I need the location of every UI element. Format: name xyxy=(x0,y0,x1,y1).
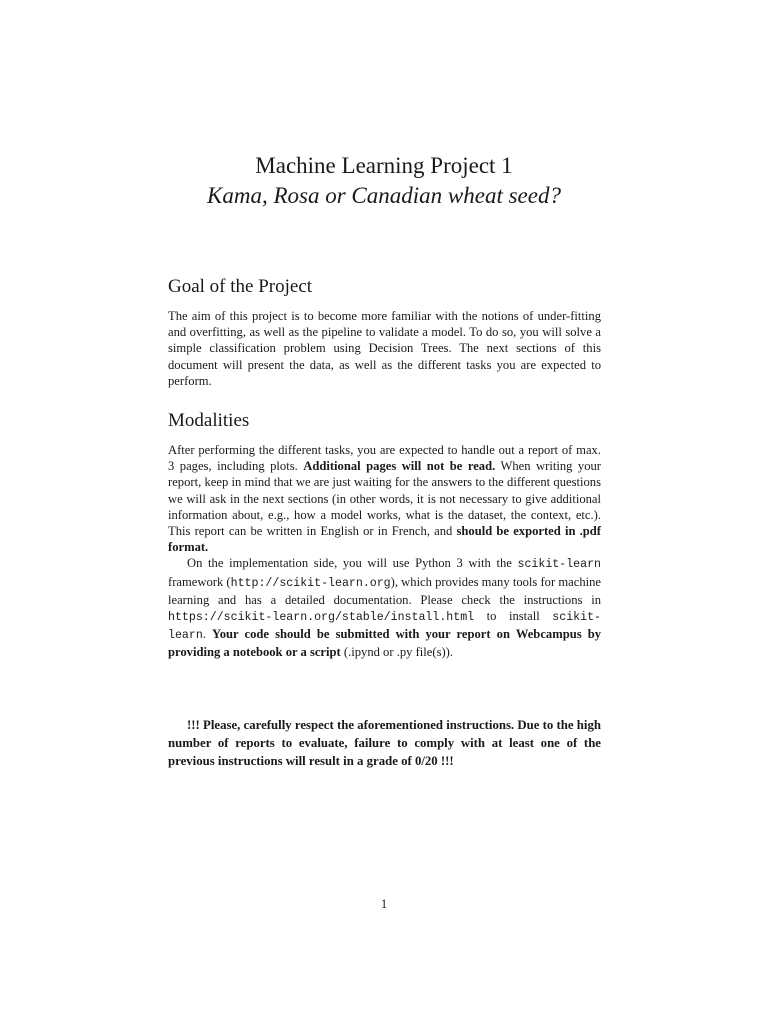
submission-instruction: Your code should be submitted with your report on Webcampus by providing a notebook or a script xyxy=(168,627,601,660)
page-number: 1 xyxy=(380,897,388,911)
modalities-text: ), which provides many tools for machine learning and has a detailed documentation. Please check the instructions in xyxy=(168,574,601,607)
modalities-text: . xyxy=(202,627,213,642)
modalities-paragraph-1 xyxy=(168,442,601,555)
modalities-text: framework ( xyxy=(168,574,231,589)
section-spacer xyxy=(168,389,601,409)
code-text: scikit-learn xyxy=(517,558,601,572)
goal-heading: Goal of the Project xyxy=(168,276,313,297)
document-subtitle: Kama, Rosa or Canadian wheat seed? xyxy=(207,183,561,208)
url-text: http://scikit-learn.org xyxy=(230,576,391,590)
modalities-text: On the implementation side, you will use Python 3 with the xyxy=(187,556,518,571)
modalities-bold-text: Additional pages will not be read. xyxy=(303,459,496,474)
modalities-text: After performing the different tasks, you are expected to handle out a report of max. 3 pages, including plots. xyxy=(168,443,601,474)
warning-notice: !!! Please, carefully respect the aforementioned instructions. Due to the high number of reports to evaluate, failure to comply with at least one of the previous instructions will result in a grade of 0/20 !!! xyxy=(168,718,601,768)
title-block xyxy=(0,152,768,210)
modalities-bold-text: should be exported in .pdf format. xyxy=(168,524,601,555)
modalities-text: to install xyxy=(474,609,553,624)
document-body xyxy=(168,275,601,661)
url-text: https://scikit-learn.org/stable/install.html xyxy=(168,611,475,625)
modalities-paragraph-2 xyxy=(168,555,601,660)
code-text: scikit-learn xyxy=(168,611,601,643)
modalities-text: (.ipynd or .py file(s)). xyxy=(340,645,454,660)
modalities-text: When writing your report, keep in mind that we are just waiting for the answers to the different questions we will ask in the next sections (in other words, it is not necessary to give additional information about, e.g., how a model works, what is the dataset, the context, etc.). This report can be written in English or in French, and xyxy=(168,459,601,539)
goal-paragraph: The aim of this project is to become more familiar with the notions of under-fitting and overfitting, as well as the pipeline to validate a model. To do so, you will solve a simple classification problem using Decision Trees. The next sections of this document will present the data, as well as the different tasks you are expected to perform. xyxy=(168,309,601,388)
modalities-heading: Modalities xyxy=(168,410,250,432)
document-title: Machine Learning Project 1 xyxy=(255,153,513,178)
